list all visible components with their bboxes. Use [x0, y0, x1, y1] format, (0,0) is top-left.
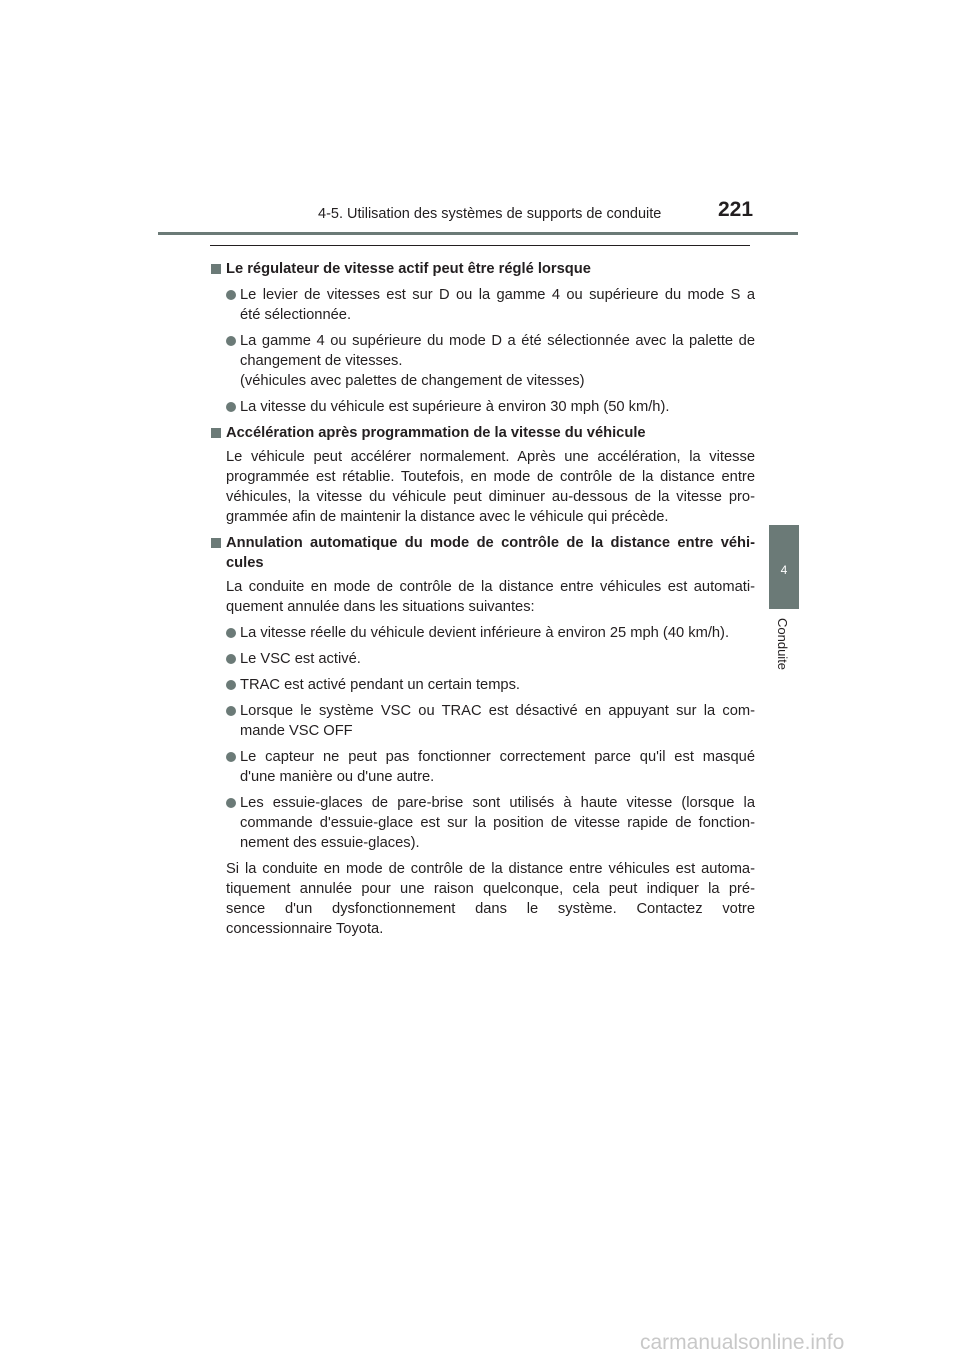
heading-text: Le régulateur de vitesse actif peut être réglé lorsque	[226, 261, 591, 277]
content-divider	[210, 245, 750, 246]
bullet-dot-icon	[226, 752, 236, 762]
list-item	[210, 701, 755, 741]
header-rule	[158, 232, 798, 235]
paragraph-line: Le véhicule peut accélérer normalement. Après une accélération, la vitesse	[226, 449, 755, 465]
watermark-link[interactable]: carmanualsonline.info	[640, 1331, 845, 1354]
list-item	[210, 285, 755, 325]
paragraph-line: grammée afin de maintenir la distance avec le véhicule qui précède.	[226, 509, 669, 525]
bullet-text: Les essuie-glaces de pare-brise sont utilisés à haute vitesse (lorsque la	[240, 795, 755, 811]
bullet-dot-icon	[226, 336, 236, 346]
list-item	[210, 623, 755, 643]
bullet-text: La vitesse du véhicule est supérieure à environ 30 mph (50 km/h).	[240, 399, 670, 415]
list-item	[210, 747, 755, 787]
bullet-dot-icon	[226, 290, 236, 300]
square-bullet-icon	[211, 538, 221, 548]
paragraph	[210, 577, 755, 617]
paragraph-line: véhicules, la vitesse du véhicule peut diminuer au-dessous de la vitesse pro-	[226, 489, 755, 505]
list-item	[210, 331, 755, 391]
chapter-tab	[769, 525, 799, 609]
section-heading	[210, 423, 755, 443]
bullet-text: (véhicules avec palettes de changement de vitesses)	[240, 373, 585, 389]
bullet-text: Lorsque le système VSC ou TRAC est désactivé en appuyant sur la com-	[240, 703, 755, 719]
paragraph-line: Si la conduite en mode de contrôle de la distance entre véhicules est automa-	[226, 861, 755, 877]
list-item	[210, 397, 755, 417]
bullet-dot-icon	[226, 798, 236, 808]
bullet-text: Le capteur ne peut pas fonctionner correctement parce qu'il est masqué	[240, 749, 755, 765]
bullet-dot-icon	[226, 654, 236, 664]
paragraph	[210, 859, 755, 939]
heading-text: Annulation automatique du mode de contrôle de la distance entre véhi-	[226, 535, 755, 551]
bullet-text: La vitesse réelle du véhicule devient inférieure à environ 25 mph (40 km/h).	[240, 625, 730, 641]
bullet-text: mande VSC OFF	[240, 723, 353, 739]
square-bullet-icon	[211, 428, 221, 438]
list-item	[210, 793, 755, 853]
page-header	[0, 196, 960, 236]
bullet-text: d'une manière ou d'une autre.	[240, 769, 435, 785]
list-item	[210, 649, 755, 669]
paragraph-line: programmée est rétablie. Toutefois, en mode de contrôle de la distance entre	[226, 469, 755, 485]
bullet-text: été sélectionnée.	[240, 307, 352, 323]
section-title: 4-5. Utilisation des systèmes de supports de conduite	[318, 206, 662, 222]
chapter-label: Conduite	[775, 618, 790, 671]
heading-text: cules	[226, 555, 264, 571]
bullet-dot-icon	[226, 402, 236, 412]
list-item	[210, 675, 755, 695]
paragraph-line: tiquement annulée pour une raison quelconque, cela peut indiquer la pré-	[226, 881, 755, 897]
chapter-number: 4	[780, 563, 788, 577]
heading-text: Accélération après programmation de la vitesse du véhicule	[226, 425, 646, 441]
paragraph-line: La conduite en mode de contrôle de la distance entre véhicules est automati-	[226, 579, 755, 595]
bullet-dot-icon	[226, 680, 236, 690]
page-content	[210, 254, 755, 939]
page-number: 221	[718, 198, 754, 221]
bullet-text: nement des essuie-glaces).	[240, 835, 420, 851]
section-heading	[210, 533, 755, 573]
bullet-text: La gamme 4 ou supérieure du mode D a été sélectionnée avec la palette de	[240, 333, 755, 349]
bullet-text: Le levier de vitesses est sur D ou la gamme 4 ou supérieure du mode S a	[240, 287, 755, 303]
paragraph-line: quement annulée dans les situations suivantes:	[226, 599, 535, 615]
bullet-text: changement de vitesses.	[240, 353, 403, 369]
section-heading	[210, 259, 755, 279]
bullet-text: TRAC est activé pendant un certain temps.	[240, 677, 521, 693]
paragraph-line: sence d'un dysfonctionnement dans le système. Contactez votre	[226, 901, 755, 917]
bullet-text: Le VSC est activé.	[240, 651, 361, 667]
paragraph	[210, 447, 755, 527]
bullet-text: commande d'essuie-glace est sur la position de vitesse rapide de fonction-	[240, 815, 755, 831]
bullet-dot-icon	[226, 628, 236, 638]
square-bullet-icon	[211, 264, 221, 274]
bullet-dot-icon	[226, 706, 236, 716]
paragraph-line: concessionnaire Toyota.	[226, 921, 384, 937]
